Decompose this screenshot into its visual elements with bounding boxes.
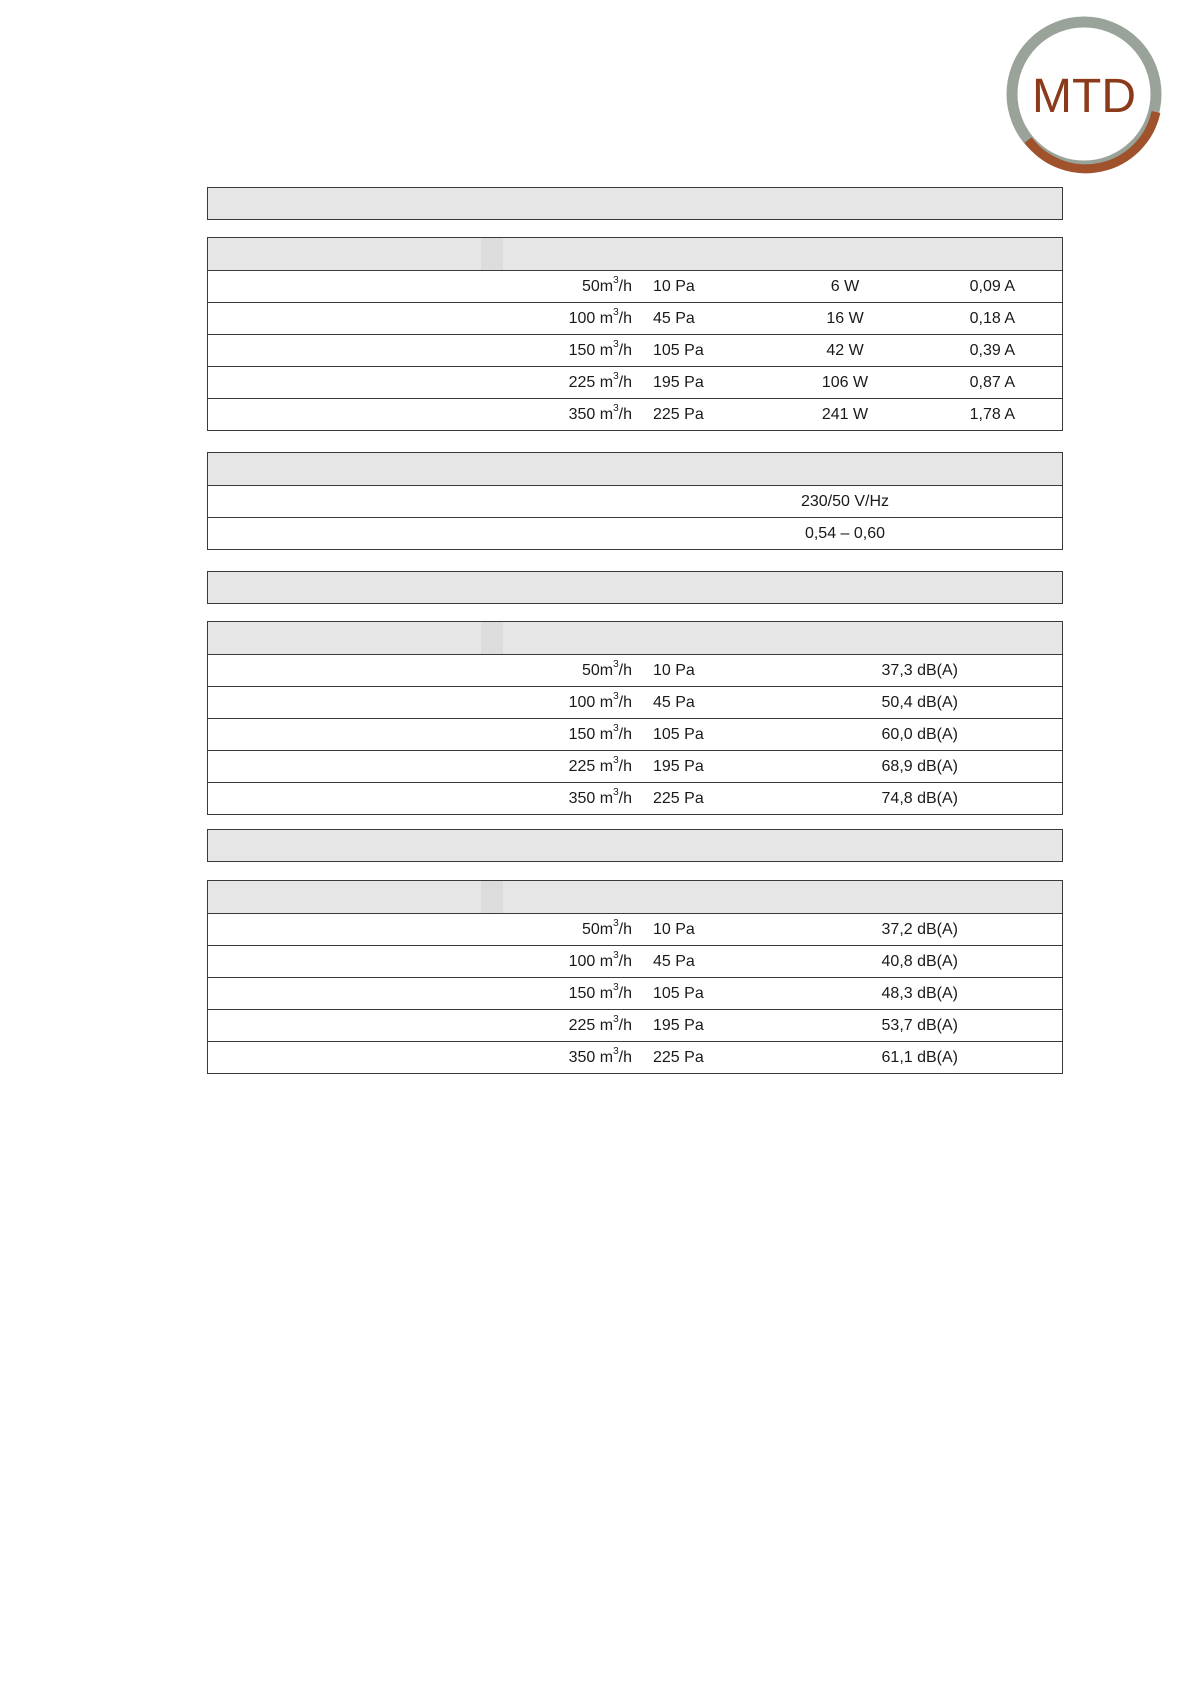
header-separator: [481, 238, 503, 270]
sound-level-cell: 53,7 dB(A): [881, 1017, 958, 1034]
header-separator: [481, 622, 503, 654]
table-row: [208, 687, 1062, 719]
table-row: [208, 303, 1062, 335]
mtd-logo: [998, 8, 1170, 176]
current-cell: 0,09 A: [969, 278, 1015, 295]
pressure-cell: 195 Pa: [653, 374, 704, 391]
voltage-value: 230/50 V/Hz: [800, 493, 890, 510]
power-table: [207, 237, 1063, 431]
current-cell: 0,18 A: [969, 310, 1015, 327]
power-cell: 241 W: [821, 406, 869, 423]
pressure-cell: 225 Pa: [653, 1049, 704, 1066]
sound-table-2: [207, 880, 1063, 1074]
flow-cell: 225 $m^3/h$: [568, 370, 632, 391]
pressure-cell: 45 Pa: [653, 694, 695, 711]
table-row: [208, 783, 1062, 815]
table-header: [208, 622, 1062, 655]
sound-level-cell: 37,2 dB(A): [881, 921, 958, 938]
table-row: [208, 271, 1062, 303]
pressure-cell: 45 Pa: [653, 310, 695, 327]
power-cell: 16 W: [826, 310, 864, 327]
flow-cell: 150 $m^3/h$: [568, 722, 632, 743]
sound-level-cell: 74,8 dB(A): [881, 790, 958, 807]
header-separator: [481, 881, 503, 913]
flow-cell: 150 $m^3/h$: [568, 981, 632, 1002]
pressure-cell: 105 Pa: [653, 726, 704, 743]
sound-level-cell: 37,3 dB(A): [881, 662, 958, 679]
current-cell: 0,87 A: [969, 374, 1015, 391]
pressure-cell: 225 Pa: [653, 406, 704, 423]
flow-cell: 350 $m^3/h$: [568, 402, 632, 423]
table-row: [208, 946, 1062, 978]
table-row: [208, 518, 1062, 550]
flow-cell: $50m^3/h$: [581, 274, 632, 295]
flow-cell: 350 $m^3/h$: [568, 786, 632, 807]
table-row: [208, 914, 1062, 946]
section-bar-power: [207, 187, 1063, 220]
pressure-cell: 10 Pa: [653, 278, 695, 295]
pressure-cell: 45 Pa: [653, 953, 695, 970]
flow-cell: 350 $m^3/h$: [568, 1045, 632, 1066]
power-cell: 6 W: [830, 278, 860, 295]
table-row: [208, 1010, 1062, 1042]
table-header: [208, 453, 1062, 486]
pressure-cell: 195 Pa: [653, 1017, 704, 1034]
table-header: [208, 238, 1062, 271]
flow-cell: 225 $m^3/h$: [568, 754, 632, 775]
table-header: [208, 881, 1062, 914]
table-row: [208, 719, 1062, 751]
sound-level-cell: 61,1 dB(A): [881, 1049, 958, 1066]
sound-level-cell: 48,3 dB(A): [881, 985, 958, 1002]
section-bar-sound-2: [207, 829, 1063, 862]
flow-cell: 225 $m^3/h$: [568, 1013, 632, 1034]
pressure-cell: 10 Pa: [653, 662, 695, 679]
table-row: [208, 978, 1062, 1010]
flow-cell: 100 $m^3/h$: [568, 690, 632, 711]
sound-level-cell: 50,4 dB(A): [881, 694, 958, 711]
pressure-cell: 105 Pa: [653, 985, 704, 1002]
power-cell: 42 W: [826, 342, 864, 359]
sound-level-cell: 68,9 dB(A): [881, 758, 958, 775]
sound-level-cell: 40,8 dB(A): [881, 953, 958, 970]
power-factor-value: 0,54 – 0,60: [804, 525, 886, 542]
table-row: [208, 399, 1062, 431]
logo-text: MTD: [1032, 70, 1136, 123]
flow-cell: $50m^3/h$: [581, 917, 632, 938]
flow-cell: 100 $m^3/h$: [568, 306, 632, 327]
section-bar-sound: [207, 571, 1063, 604]
current-cell: 1,78 A: [969, 406, 1015, 423]
power-cell: 106 W: [821, 374, 869, 391]
pressure-cell: 195 Pa: [653, 758, 704, 775]
flow-cell: $50m^3/h$: [581, 658, 632, 679]
sound-level-cell: 60,0 dB(A): [881, 726, 958, 743]
pressure-cell: 105 Pa: [653, 342, 704, 359]
table-row: [208, 655, 1062, 687]
current-cell: 0,39 A: [969, 342, 1015, 359]
flow-cell: 100 $m^3/h$: [568, 949, 632, 970]
sound-table-1: [207, 621, 1063, 815]
pressure-cell: 225 Pa: [653, 790, 704, 807]
table-row: [208, 1042, 1062, 1074]
table-row: [208, 751, 1062, 783]
table-row: [208, 486, 1062, 518]
electrical-table: [207, 452, 1063, 550]
pressure-cell: 10 Pa: [653, 921, 695, 938]
flow-cell: 150 $m^3/h$: [568, 338, 632, 359]
table-row: [208, 335, 1062, 367]
table-row: [208, 367, 1062, 399]
